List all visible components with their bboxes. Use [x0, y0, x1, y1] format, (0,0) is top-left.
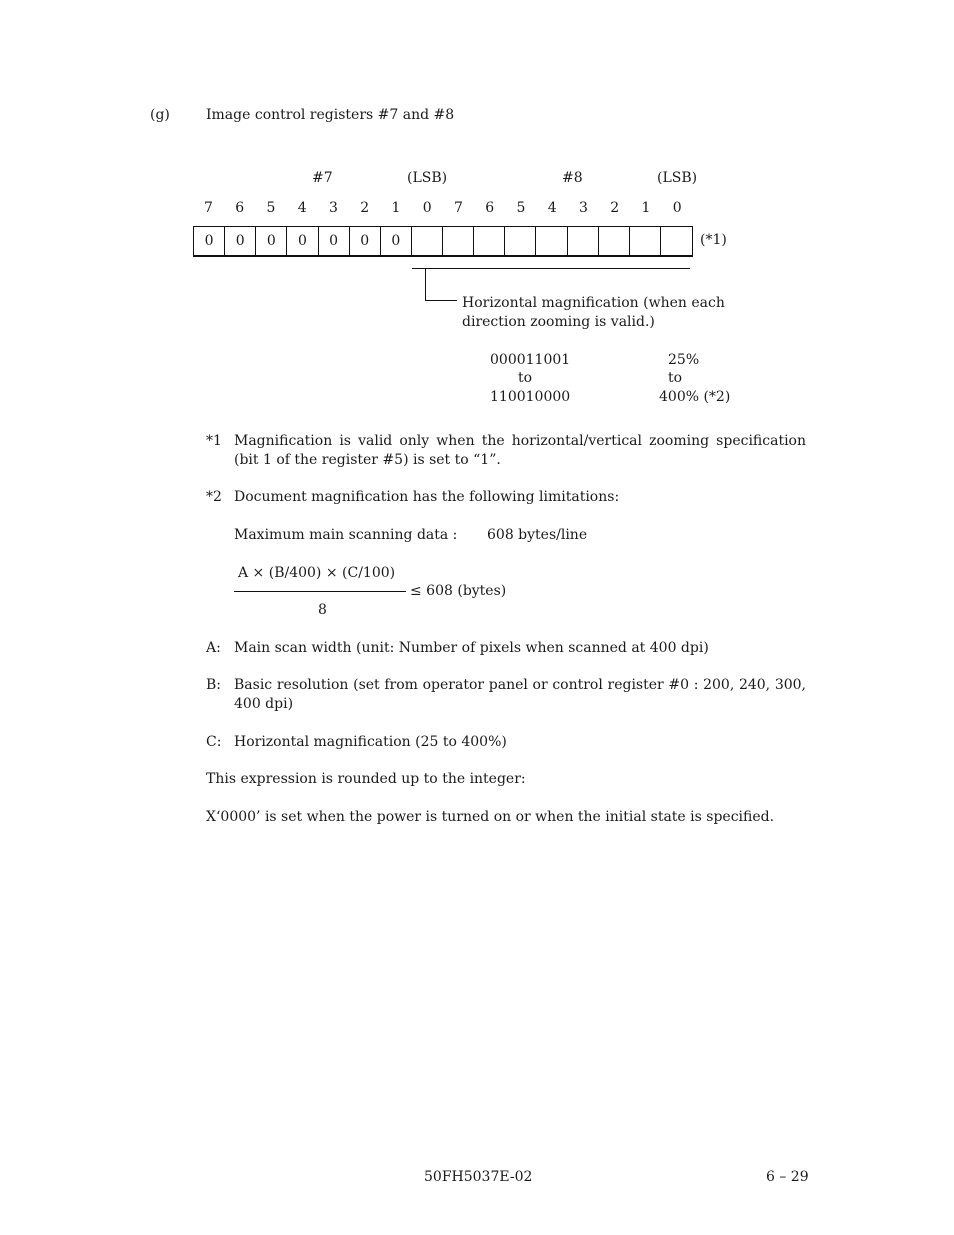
bit-cell: [599, 227, 630, 255]
bit-cell: [412, 227, 443, 255]
bit-number: 2: [610, 200, 620, 216]
bit-number: 2: [360, 200, 370, 216]
range-to-percent: to: [668, 370, 683, 386]
bit-cell: [536, 227, 567, 255]
section-title: Image control registers #7 and #8: [206, 107, 455, 123]
definition-c: [206, 733, 806, 752]
bit-number: 6: [485, 200, 495, 216]
field-bracket-line: [412, 268, 690, 269]
definition-a: [206, 639, 806, 658]
footer-doc-number: 50FH5037E-02: [424, 1169, 533, 1185]
bit-number: 3: [579, 200, 588, 216]
note-2: [206, 488, 806, 507]
field-leader-horizontal: [425, 300, 457, 301]
bit-cell: 0: [350, 227, 381, 255]
note-2-tag: *2: [206, 489, 222, 505]
note-2-text: Document magnification has the following limitations:: [234, 489, 620, 505]
formula-fraction-bar: [234, 591, 406, 592]
bit-number: 5: [516, 200, 526, 216]
register-8-lsb-label: (LSB): [657, 170, 698, 186]
range-to: to: [518, 370, 533, 386]
rounding-note: This expression is rounded up to the integer:: [206, 771, 526, 787]
bit-number: 1: [391, 200, 401, 216]
bit-cell: [443, 227, 474, 255]
formula-denominator: 8: [318, 602, 327, 618]
definition-a-text: Main scan width (unit: Number of pixels when scanned at 400 dpi): [234, 640, 709, 656]
formula-rhs: ≤ 608 (bytes): [410, 583, 507, 599]
bit-number: 6: [235, 200, 245, 216]
footer-page-number: 6 – 29: [766, 1169, 809, 1185]
field-label-line-1: Horizontal magnification (when each: [462, 295, 725, 311]
field-leader-vertical: [425, 268, 426, 300]
range-high-code: 110010000: [490, 389, 571, 405]
bit-number: 4: [547, 200, 557, 216]
definition-a-tag: A:: [206, 640, 221, 656]
range-low-code: 000011001: [490, 352, 571, 368]
bit-number: 7: [454, 200, 463, 216]
bit-cell: 0: [256, 227, 287, 255]
bit-cell: 0: [319, 227, 350, 255]
definition-b: [206, 676, 806, 714]
definition-c-text: Horizontal magnification (25 to 400%): [234, 734, 507, 750]
register-7-lsb-label: (LSB): [407, 170, 448, 186]
definition-c-tag: C:: [206, 734, 222, 750]
field-label-line-2: direction zooming is valid.): [462, 314, 655, 330]
range-low-percent: 25%: [668, 352, 700, 368]
bit-cell: [568, 227, 599, 255]
register-8-label: #8: [562, 170, 583, 186]
bit-number: 5: [266, 200, 276, 216]
bit-cell: 0: [225, 227, 256, 255]
bit-cell: [505, 227, 536, 255]
max-scan-label: Maximum main scanning data :: [234, 527, 458, 543]
section-marker: (g): [150, 107, 170, 123]
bit-number: 3: [329, 200, 338, 216]
definition-b-tag: B:: [206, 677, 222, 693]
bit-cell: 0: [381, 227, 412, 255]
register-bit-cells: [193, 226, 693, 257]
bit-cell: 0: [194, 227, 225, 255]
bit-cell: [661, 227, 692, 255]
formula-numerator: A × (B/400) × (C/100): [238, 565, 396, 581]
bit-number: 1: [641, 200, 651, 216]
bit-cell: [474, 227, 505, 255]
note-1-text: Magnification is valid only when the horizontal/vertical zooming specification (bit 1 of the register #5) is set to “1”.: [234, 433, 806, 468]
note-1-tag: *1: [206, 433, 222, 449]
bit-number: 0: [672, 200, 682, 216]
bit-cell: 0: [287, 227, 318, 255]
cell-note-ref: (*1): [700, 232, 727, 248]
range-high-percent: 400% (*2): [659, 389, 731, 405]
bit-cell: [630, 227, 661, 255]
bit-number: 7: [204, 200, 213, 216]
max-scan-value: 608 bytes/line: [487, 527, 588, 543]
note-1: [206, 432, 806, 470]
register-7-label: #7: [312, 170, 333, 186]
bit-number: 0: [422, 200, 432, 216]
initial-state-note: X‘0000’ is set when the power is turned on or when the initial state is specified.: [206, 809, 775, 825]
definition-b-text: Basic resolution (set from operator panel or control register #0 : 200, 240, 300, 400 dpi): [234, 677, 806, 712]
bit-number: 4: [297, 200, 307, 216]
